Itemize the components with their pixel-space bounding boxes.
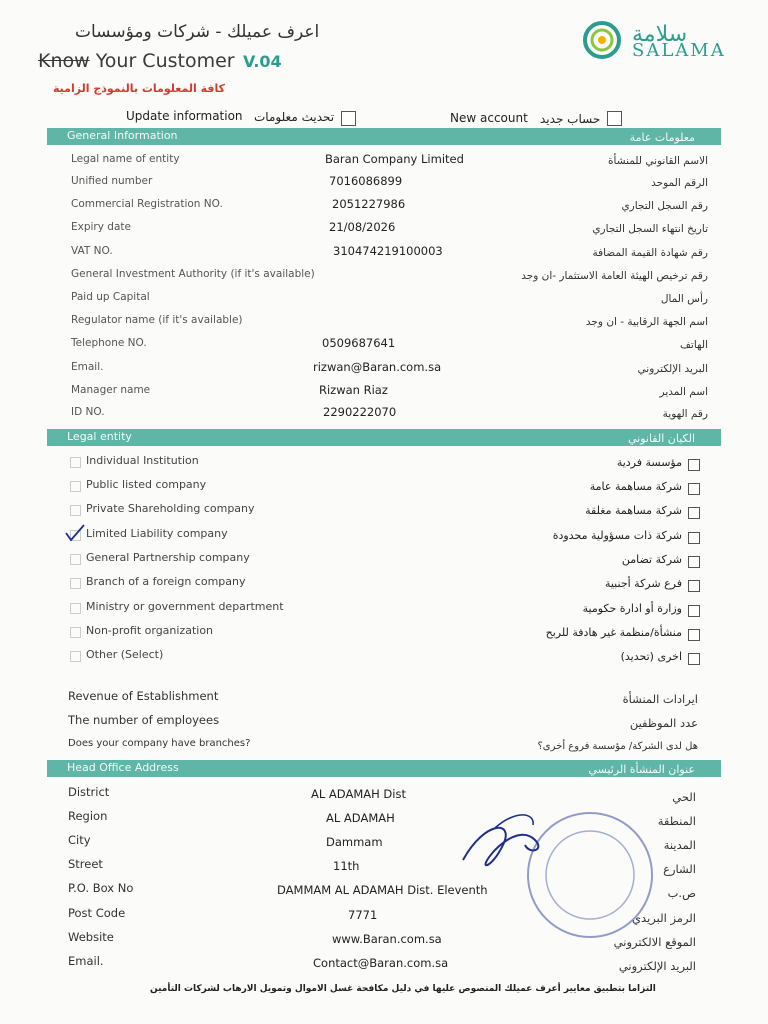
legal-entity-checkbox-en[interactable] xyxy=(70,554,81,565)
general-field-label: Unified number xyxy=(71,175,153,187)
general-info-header-en: General Information xyxy=(67,129,178,142)
legal-entity-checkbox-en[interactable] xyxy=(70,603,81,614)
legal-entity-option-label: Other (Select) xyxy=(86,648,164,661)
general-field-label-ar: تاريخ انتهاء السجل التجاري xyxy=(592,223,708,235)
general-field-label: General Investment Authority (if it's available) xyxy=(71,268,315,280)
form-title-en xyxy=(38,50,235,72)
legal-entity-option-label: Ministry or government department xyxy=(86,600,284,613)
address-field-label: Post Code xyxy=(68,906,126,920)
legal-entity-checkbox-en[interactable] xyxy=(70,481,81,492)
address-field-label-ar: الحي xyxy=(672,790,696,804)
general-field-label-ar: الرقم الموحد xyxy=(651,177,708,189)
legal-entity-checkbox-ar[interactable] xyxy=(688,459,700,471)
legal-entity-option-label: Individual Institution xyxy=(86,454,199,467)
legal-entity-option-label-ar: اخرى (تحديد) xyxy=(620,650,682,663)
general-field-label: Paid up Capital xyxy=(71,291,150,303)
general-field-label-ar: رقم الهوية xyxy=(662,408,708,420)
address-field-label: City xyxy=(68,833,91,847)
address-field-value[interactable]: DAMMAM AL ADAMAH Dist. Eleventh xyxy=(277,883,488,897)
general-field-label-ar: رقم ترخيص الهيئة العامة الاستثمار -ان وجد xyxy=(521,270,708,282)
legal-entity-checkbox-en[interactable] xyxy=(70,651,81,662)
general-field-value[interactable]: 2290222070 xyxy=(323,405,397,419)
general-info-header-ar: معلومات عامة xyxy=(629,131,695,144)
address-field-value[interactable]: Dammam xyxy=(326,835,383,849)
form-title-ar: اعرف عميلك - شركات ومؤسسات xyxy=(75,22,320,42)
general-field-value[interactable]: rizwan@Baran.com.sa xyxy=(313,360,442,374)
general-field-label: Legal name of entity xyxy=(71,153,180,165)
update-info-checkbox[interactable] xyxy=(341,111,356,126)
legal-entity-header-en: Legal entity xyxy=(67,430,132,443)
general-field-label-ar: اسم المدير xyxy=(659,386,708,398)
address-field-label-ar: ص.ب xyxy=(667,886,696,900)
version-label: V.04 xyxy=(243,52,282,71)
extra-question-label: Revenue of Establishment xyxy=(68,689,219,703)
new-account-label-en: New account xyxy=(450,111,528,125)
general-field-value[interactable]: 2051227986 xyxy=(332,197,406,211)
address-field-label: District xyxy=(68,785,110,799)
address-field-label-ar: الموقع الالكتروني xyxy=(613,935,696,949)
legal-entity-option-label: Non-profit organization xyxy=(86,624,214,637)
title-en-prefix: Know xyxy=(38,50,90,72)
required-note: كافة المعلومات بالنموذج الزامية xyxy=(53,82,225,95)
salama-logo-icon xyxy=(580,18,628,62)
legal-entity-checkbox-en[interactable] xyxy=(70,505,81,516)
address-field-label: Region xyxy=(68,809,108,823)
legal-entity-checkbox-ar[interactable] xyxy=(688,483,700,495)
general-field-label-ar: الهاتف xyxy=(680,339,708,351)
new-account-label-ar: حساب جديد xyxy=(540,112,601,126)
general-field-value[interactable]: 310474219100003 xyxy=(333,244,443,258)
general-field-label: Commercial Registration NO. xyxy=(71,198,223,210)
legal-entity-option-label-ar: وزارة أو ادارة حكومية xyxy=(582,602,682,615)
general-field-label: Regulator name (if it's available) xyxy=(71,314,243,326)
legal-entity-checkbox-en[interactable] xyxy=(70,627,81,638)
general-field-value[interactable]: 7016086899 xyxy=(329,174,403,188)
address-field-label: Website xyxy=(68,930,114,944)
general-field-label: Telephone NO. xyxy=(71,337,147,349)
legal-entity-header xyxy=(47,429,721,446)
general-field-label-ar: رقم شهادة القيمة المضافة xyxy=(592,247,708,259)
legal-entity-option-label-ar: شركة تضامن xyxy=(621,553,682,566)
address-field-label: Email. xyxy=(68,954,104,968)
general-field-label: VAT NO. xyxy=(71,245,113,257)
address-header-en: Head Office Address xyxy=(67,761,179,774)
general-field-value[interactable]: 21/08/2026 xyxy=(329,220,396,234)
extra-question-label-ar: هل لدى الشركة/ مؤسسة فروع أخرى؟ xyxy=(537,741,698,752)
address-field-value[interactable]: AL ADAMAH xyxy=(326,811,395,825)
legal-entity-checkbox-en[interactable] xyxy=(70,578,81,589)
legal-entity-option-label: Branch of a foreign company xyxy=(86,575,246,588)
logo-text-ar: سلامة xyxy=(632,22,688,47)
address-field-label-ar: الرمز البريدي xyxy=(632,911,696,925)
extra-question-label-ar: ايرادات المنشأة xyxy=(622,692,698,706)
update-info-label-ar: تحديث معلومات xyxy=(254,110,335,124)
extra-question-label-ar: عدد الموظفين xyxy=(629,716,698,730)
company-stamp-and-signature xyxy=(455,800,665,950)
legal-entity-option-label-ar: شركة مساهمة مغلقة xyxy=(585,504,682,517)
legal-entity-checkbox-ar[interactable] xyxy=(688,556,700,568)
legal-entity-option-label-ar: شركة ذات مسؤولية محدودة xyxy=(552,529,682,542)
legal-entity-checkbox-ar[interactable] xyxy=(688,507,700,519)
checkmark-icon xyxy=(64,523,86,543)
legal-entity-checkbox-ar[interactable] xyxy=(688,580,700,592)
general-field-label-ar: البريد الإلكتروني xyxy=(637,363,708,375)
general-field-label-ar: رقم السجل التجاري xyxy=(621,200,708,212)
general-field-value[interactable]: Rizwan Riaz xyxy=(319,383,388,397)
address-field-value[interactable]: AL ADAMAH Dist xyxy=(311,787,406,801)
legal-entity-option-label-ar: مؤسسة فردية xyxy=(616,456,682,469)
footer-note: التزاما بتطبيق معايير أعرف عميلك المنصوص عليها في دليل مكافحة غسل الاموال وتمويل الارهاب لشركات التأمين xyxy=(150,984,656,994)
new-account-checkbox[interactable] xyxy=(607,111,622,126)
general-field-label-ar: الاسم القانوني للمنشأة xyxy=(608,155,708,167)
general-field-label: ID NO. xyxy=(71,406,105,418)
legal-entity-option-label-ar: شركة مساهمة عامة xyxy=(589,480,682,493)
general-field-label: Email. xyxy=(71,361,104,373)
legal-entity-checkbox-ar[interactable] xyxy=(688,629,700,641)
address-header xyxy=(47,760,721,777)
address-field-label-ar: المنطقة xyxy=(657,814,696,828)
legal-entity-option-label: General Partnership company xyxy=(86,551,250,564)
address-field-value[interactable]: 11th xyxy=(333,859,360,873)
address-field-value[interactable]: 7771 xyxy=(348,908,378,922)
general-field-label-ar: اسم الجهة الرقابية - ان وجد xyxy=(585,316,708,328)
address-field-value[interactable]: www.Baran.com.sa xyxy=(332,932,442,946)
address-field-value[interactable]: Contact@Baran.com.sa xyxy=(313,956,449,970)
title-en-rest: Your Customer xyxy=(89,50,235,72)
address-field-label: P.O. Box No xyxy=(68,881,134,895)
legal-entity-option-label-ar: فرع شركة أجنبية xyxy=(604,577,682,590)
general-field-label: Expiry date xyxy=(71,221,131,233)
address-field-label-ar: البريد الإلكتروني xyxy=(618,959,696,973)
update-info-label-en: Update information xyxy=(126,109,243,123)
general-field-value[interactable]: Baran Company Limited xyxy=(325,152,464,166)
legal-entity-checkbox-en[interactable] xyxy=(70,457,81,468)
general-field-value[interactable]: 0509687641 xyxy=(322,336,396,350)
legal-entity-header-ar: الكيان القانوني xyxy=(627,432,695,445)
legal-entity-option-label: Limited Liability company xyxy=(86,527,228,540)
address-field-label: Street xyxy=(68,857,103,871)
legal-entity-option-label: Public listed company xyxy=(86,478,207,491)
address-field-label-ar: المدينة xyxy=(663,838,696,852)
extra-question-label: The number of employees xyxy=(68,713,220,727)
address-field-label-ar: الشارع xyxy=(663,862,696,876)
address-header-ar: عنوان المنشأة الرئيسي xyxy=(588,763,695,776)
legal-entity-checkbox-ar[interactable] xyxy=(688,605,700,617)
general-field-label-ar: رأس المال xyxy=(660,293,708,305)
legal-entity-checkbox-ar[interactable] xyxy=(688,653,700,665)
general-field-label: Manager name xyxy=(71,384,151,396)
extra-question-label: Does your company have branches? xyxy=(68,738,251,749)
legal-entity-checkbox-ar[interactable] xyxy=(688,532,700,544)
general-info-header xyxy=(47,128,721,145)
legal-entity-option-label-ar: منشأة/منظمة غير هادفة للربح xyxy=(545,626,682,639)
legal-entity-option-label: Private Shareholding company xyxy=(86,502,255,515)
logo-text-en: SALAMA xyxy=(632,40,726,61)
